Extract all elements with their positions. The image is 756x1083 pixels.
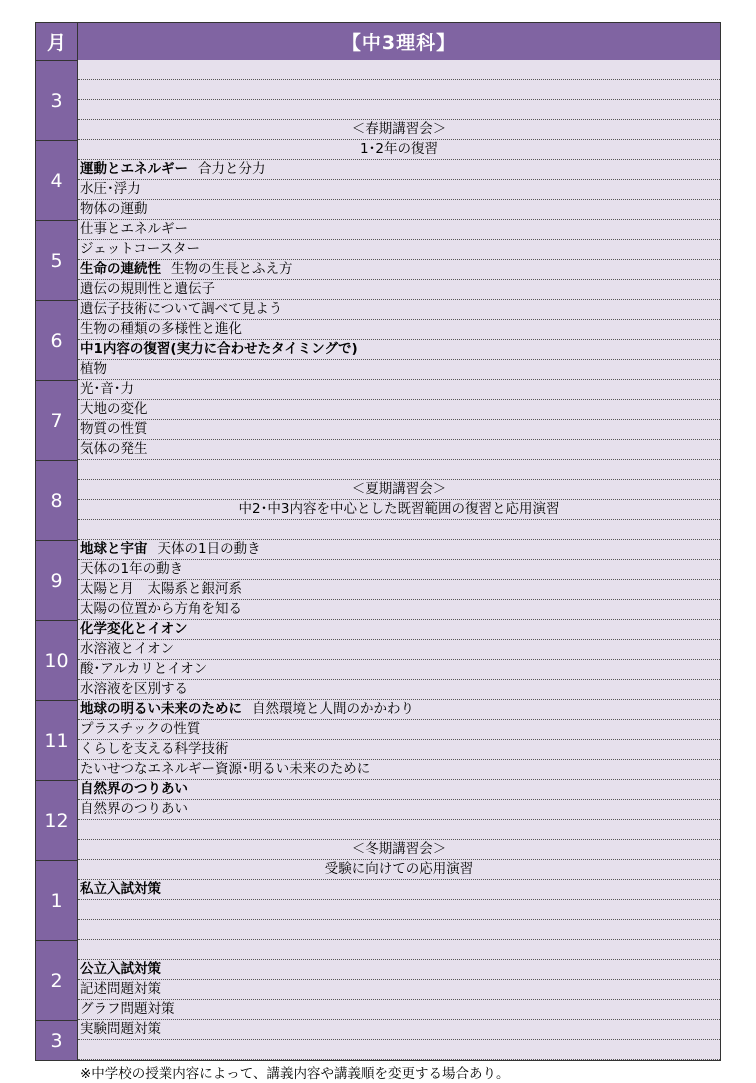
curriculum-row xyxy=(78,1020,720,1040)
curriculum-row xyxy=(78,820,720,840)
row-text: 植物 xyxy=(80,361,107,377)
row-text: ＜冬期講習会＞ xyxy=(351,841,447,857)
curriculum-row xyxy=(78,1040,720,1060)
unit-heading: 私立入試対策 xyxy=(80,881,161,897)
unit-heading: 地球と宇宙 xyxy=(80,541,148,557)
curriculum-row xyxy=(78,140,720,160)
curriculum-row xyxy=(78,160,720,180)
curriculum-row xyxy=(78,700,720,720)
curriculum-row xyxy=(78,740,720,760)
curriculum-row xyxy=(78,380,720,400)
row-text: ジェットコースター xyxy=(80,241,201,257)
row-text: たいせつなエネルギー資源･明るい未来のために xyxy=(80,761,371,777)
curriculum-row xyxy=(78,340,720,360)
curriculum-row xyxy=(78,940,720,960)
unit-heading: 運動とエネルギー xyxy=(80,161,188,177)
row-text: 物質の性質 xyxy=(80,421,148,437)
row-text: 光･音･力 xyxy=(80,381,134,397)
curriculum-row xyxy=(78,620,720,640)
row-text: 物体の運動 xyxy=(80,201,148,217)
curriculum-row xyxy=(78,400,720,420)
month-cell: 10 xyxy=(36,620,78,700)
curriculum-row xyxy=(78,680,720,700)
curriculum-row xyxy=(78,720,720,740)
curriculum-row xyxy=(78,960,720,980)
row-text: ＜夏期講習会＞ xyxy=(351,481,447,497)
curriculum-row xyxy=(78,840,720,860)
month-cell: 8 xyxy=(36,460,78,540)
curriculum-row xyxy=(78,180,720,200)
curriculum-row xyxy=(78,860,720,880)
unit-heading: 自然界のつりあい xyxy=(80,781,188,797)
unit-heading: 公立入試対策 xyxy=(80,961,161,977)
curriculum-row xyxy=(78,480,720,500)
month-cell: 6 xyxy=(36,300,78,380)
row-text: 水溶液とイオン xyxy=(80,641,175,657)
curriculum-row xyxy=(78,900,720,920)
curriculum-row xyxy=(78,280,720,300)
month-cell: 12 xyxy=(36,780,78,860)
curriculum-row xyxy=(78,600,720,620)
month-cell: 5 xyxy=(36,220,78,300)
month-cell: 2 xyxy=(36,940,78,1020)
row-text: 太陽と月 太陽系と銀河系 xyxy=(80,581,242,597)
row-text: 天体の1年の動き xyxy=(80,561,184,577)
curriculum-row xyxy=(78,100,720,120)
row-text: 実験問題対策 xyxy=(80,1021,161,1037)
curriculum-row xyxy=(78,880,720,900)
month-cell: 9 xyxy=(36,540,78,620)
unit-heading: 生命の連続性 xyxy=(80,261,161,277)
row-text: 中2･中3内容を中心とした既習範囲の復習と応用演習 xyxy=(238,501,560,517)
row-text: 自然環境と人間のかかわり xyxy=(252,701,414,717)
curriculum-row xyxy=(78,60,720,80)
row-text: 遺伝の規則性と遺伝子 xyxy=(80,281,215,297)
row-text: 大地の変化 xyxy=(80,401,148,417)
row-text: 仕事とエネルギー xyxy=(80,221,188,237)
curriculum-row xyxy=(78,500,720,520)
row-text: 受験に向けての応用演習 xyxy=(324,861,474,877)
curriculum-row xyxy=(78,260,720,280)
curriculum-row xyxy=(78,80,720,100)
curriculum-row xyxy=(78,760,720,780)
row-text: 記述問題対策 xyxy=(80,981,161,997)
footnote: ※中学校の授業内容によって、講義内容や講義順を変更する場合あり。 xyxy=(80,1066,510,1082)
row-text: ＜春期講習会＞ xyxy=(351,121,447,137)
curriculum-row xyxy=(78,980,720,1000)
month-cell: 1 xyxy=(36,860,78,940)
month-cell: 7 xyxy=(36,380,78,460)
month-cell: 4 xyxy=(36,140,78,220)
curriculum-row xyxy=(78,320,720,340)
month-column-header: 月 xyxy=(36,23,78,60)
curriculum-row xyxy=(78,780,720,800)
row-text: 生物の生長とふえ方 xyxy=(171,261,293,277)
row-text: 太陽の位置から方角を知る xyxy=(80,601,242,617)
curriculum-row xyxy=(78,240,720,260)
curriculum-row xyxy=(78,580,720,600)
month-cell: 11 xyxy=(36,700,78,780)
curriculum-row xyxy=(78,560,720,580)
curriculum-row xyxy=(78,520,720,540)
row-text: 天体の1日の動き xyxy=(157,541,261,557)
unit-heading: 中1内容の復習(実力に合わせたタイミングで) xyxy=(80,341,358,357)
row-text: 合力と分力 xyxy=(198,161,266,177)
schedule-table xyxy=(35,22,721,1061)
month-cell: 3 xyxy=(36,60,78,140)
curriculum-row xyxy=(78,200,720,220)
row-text: 気体の発生 xyxy=(80,441,148,457)
month-cell: 3 xyxy=(36,1020,78,1060)
row-text: グラフ問題対策 xyxy=(80,1001,175,1017)
row-text: 水圧･浮力 xyxy=(80,181,141,197)
unit-heading: 化学変化とイオン xyxy=(80,621,188,637)
row-text: プラスチックの性質 xyxy=(80,721,201,737)
curriculum-row xyxy=(78,420,720,440)
curriculum-row xyxy=(78,220,720,240)
curriculum-row xyxy=(78,440,720,460)
row-text: 自然界のつりあい xyxy=(80,801,188,817)
curriculum-row xyxy=(78,460,720,480)
row-text: くらしを支える科学技術 xyxy=(80,741,229,757)
unit-heading: 地球の明るい未来のために xyxy=(80,701,242,717)
curriculum-row xyxy=(78,920,720,940)
row-text: 生物の種類の多様性と進化 xyxy=(80,321,242,337)
table-title: 【中3理科】 xyxy=(78,23,720,60)
curriculum-row xyxy=(78,540,720,560)
row-text: 遺伝子技術について調べて見よう xyxy=(80,301,283,317)
curriculum-row xyxy=(78,300,720,320)
curriculum-row xyxy=(78,640,720,660)
row-text: 水溶液を区別する xyxy=(80,681,188,697)
curriculum-row xyxy=(78,120,720,140)
row-text: 酸･アルカリとイオン xyxy=(80,661,208,677)
curriculum-row xyxy=(78,800,720,820)
row-text: 1･2年の復習 xyxy=(360,141,438,157)
curriculum-row xyxy=(78,1000,720,1020)
curriculum-row xyxy=(78,360,720,380)
curriculum-row xyxy=(78,660,720,680)
